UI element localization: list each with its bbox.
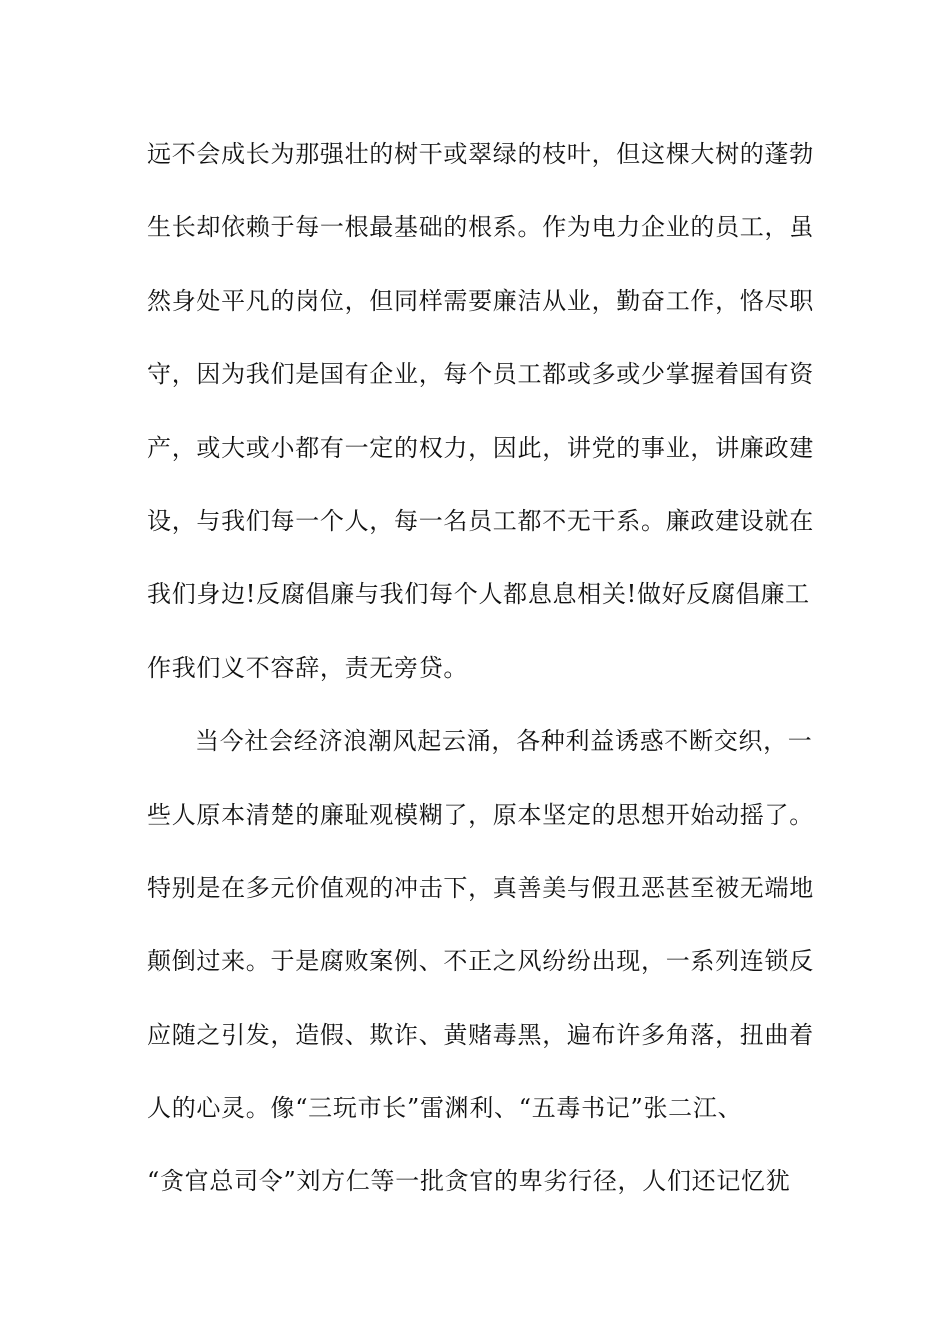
text-line: 远不会成长为那强壮的树干或翠绿的枝叶，但这棵大树的蓬勃 xyxy=(147,140,814,168)
text-line: 守，因为我们是国有企业，每个员工都或多或少掌握着国有资 xyxy=(147,360,814,389)
text-line: 产，或大或小都有一定的权力，因此，讲党的事业，讲廉政建 xyxy=(147,433,814,462)
text-line: 人的心灵。像“三玩市长”雷渊利、“五毒书记”张二江、 xyxy=(147,1094,743,1123)
text-line: 然身处平凡的岗位，但同样需要廉洁从业，勤奋工作，恪尽职 xyxy=(147,286,814,315)
text-line: 我们身边!反腐倡廉与我们每个人都息息相关!做好反腐倡廉工 xyxy=(147,580,810,609)
text-line: 应随之引发，造假、欺诈、黄赌毒黑，遍布许多角落，扭曲着 xyxy=(147,1020,814,1049)
paragraph-2 xyxy=(147,716,814,1230)
body-text xyxy=(147,129,814,1230)
paragraph-1 xyxy=(147,129,814,716)
text-line: 设，与我们每一个人，每一名员工都不无干系。廉政建设就在 xyxy=(147,506,814,535)
text-line: 些人原本清楚的廉耻观模糊了，原本坚定的思想开始动摇了。 xyxy=(147,800,814,829)
text-line: 当今社会经济浪潮风起云涌，各种利益诱惑不断交织，一 xyxy=(195,727,813,756)
text-line: “贪官总司令”刘方仁等一批贪官的卑劣行径，人们还记忆犹 xyxy=(147,1167,791,1196)
text-line: 特别是在多元价值观的冲击下，真善美与假丑恶甚至被无端地 xyxy=(147,873,814,902)
text-line: 颠倒过来。于是腐败案例、不正之风纷纷出现，一系列连锁反 xyxy=(147,947,814,976)
text-line: 作我们义不容辞，责无旁贷。 xyxy=(147,653,469,682)
text-line: 生长却依赖于每一根最基础的根系。作为电力企业的员工，虽 xyxy=(147,213,814,242)
